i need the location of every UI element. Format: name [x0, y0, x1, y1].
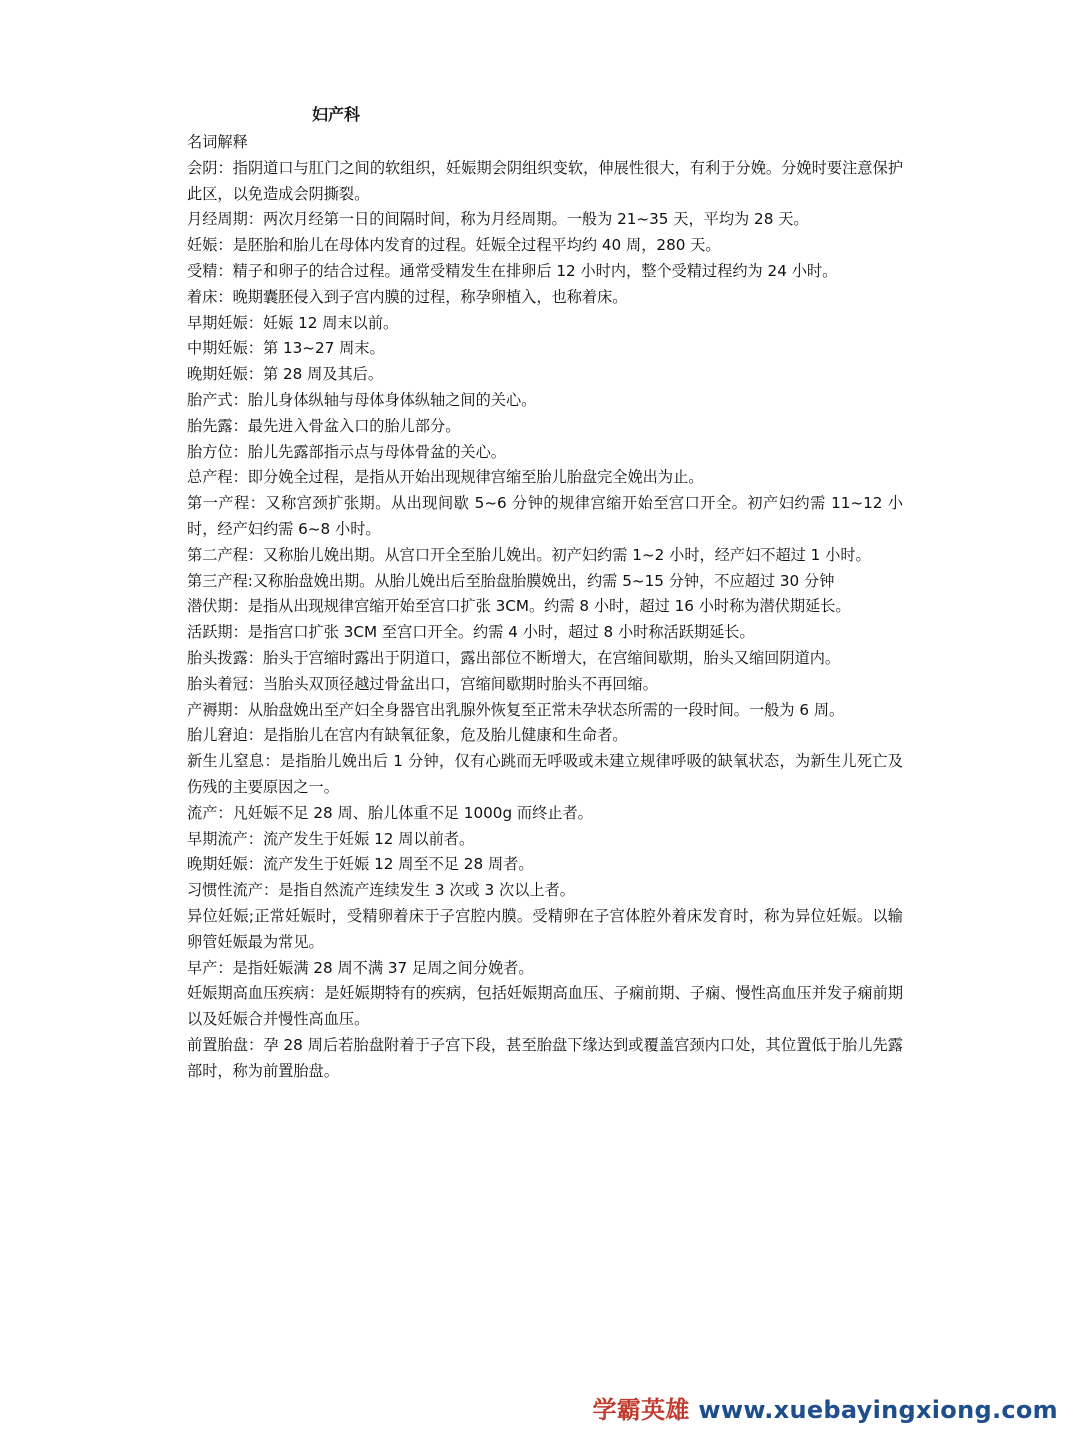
- site-watermark: [593, 1394, 1058, 1426]
- page-title: 妇产科: [312, 105, 361, 124]
- definition-entry: 早产：是指妊娠满 28 周不满 37 足周之间分娩者。: [187, 958, 534, 977]
- definition-entry: 月经周期：两次月经第一日的间隔时间，称为月经周期。一般为 21~35 天，平均为 28 天。: [187, 210, 809, 229]
- definition-entry: 总产程：即分娩全过程，是指从开始出现规律宫缩至胎儿胎盘完全娩出为止。: [187, 468, 704, 487]
- definition-entry: 妊娠期高血压疾病：是妊娠期特有的疾病，包括妊娠期高血压、子痫前期、子痫、慢性高血压并发子痫前期以及妊娠合并慢性高血压。: [187, 984, 903, 1029]
- definition-entry: 活跃期：是指宫口扩张 3CM 至宫口开全。约需 4 小时，超过 8 小时称活跃期延长。: [187, 623, 755, 642]
- definition-entry: 胎儿窘迫：是指胎儿在宫内有缺氧征象，危及胎儿健康和生命者。: [187, 726, 628, 745]
- document-body: [187, 130, 903, 1084]
- watermark-url: www.xuebayingxiong.com: [698, 1396, 1058, 1424]
- definition-entry: 流产：凡妊娠不足 28 周、胎儿体重不足 1000g 而终止者。: [187, 803, 593, 822]
- definition-entry: 晚期妊娠：流产发生于妊娠 12 周至不足 28 周者。: [187, 855, 534, 874]
- definition-entry: 潜伏期：是指从出现规律宫缩开始至宫口扩张 3CM。约需 8 小时，超过 16 小时称为潜伏期延长。: [187, 597, 851, 616]
- definition-entry: 妊娠：是胚胎和胎儿在母体内发育的过程。妊娠全过程平均约 40 周，280 天。: [187, 236, 721, 255]
- definition-entry: 胎先露：最先进入骨盆入口的胎儿部分。: [187, 416, 461, 435]
- definition-entry: 早期妊娠：妊娠 12 周末以前。: [187, 313, 399, 332]
- definition-entry: 第二产程：又称胎儿娩出期。从宫口开全至胎儿娩出。初产妇约需 1~2 小时，经产妇不超过 1 小时。: [187, 545, 871, 564]
- definition-entry: 胎产式：胎儿身体纵轴与母体身体纵轴之间的关心。: [187, 390, 537, 409]
- definition-entry: 异位妊娠;正常妊娠时，受精卵着床于子宫腔内膜。受精卵在子宫体腔外着床发育时，称为异位妊娠。以输卵管妊娠最为常见。: [187, 906, 903, 951]
- definition-entry: 会阴：指阴道口与肛门之间的软组织，妊娠期会阴组织变软，伸展性很大，有利于分娩。分娩时要注意保护此区，以免造成会阴撕裂。: [187, 158, 903, 203]
- definition-entry: 第一产程：又称宫颈扩张期。从出现间歇 5~6 分钟的规律宫缩开始至宫口开全。初产妇约需 11~12 小时，经产妇约需 6~8 小时。: [187, 494, 903, 538]
- watermark-brand: 学霸英雄: [592, 1396, 690, 1424]
- definition-entry: 受精：精子和卵子的结合过程。通常受精发生在排卵后 12 小时内，整个受精过程约为 24 小时。: [187, 261, 838, 280]
- definition-entry: 第三产程:又称胎盘娩出期。从胎儿娩出后至胎盘胎膜娩出，约需 5~15 分钟，不应超过 30 分钟: [187, 571, 835, 590]
- definition-entry: 胎头拨露：胎头于宫缩时露出于阴道口，露出部位不断增大，在宫缩间歇期，胎头又缩回阴道内。: [187, 648, 841, 667]
- definition-entry: 早期流产：流产发生于妊娠 12 周以前者。: [187, 829, 475, 848]
- definition-entry: 着床：晚期囊胚侵入到子宫内膜的过程，称孕卵植入，也称着床。: [187, 287, 628, 306]
- definition-entry: 前置胎盘：孕 28 周后若胎盘附着于子宫下段，甚至胎盘下缘达到或覆盖宫颈内口处，其位置低于胎儿先露部时，称为前置胎盘。: [187, 1035, 903, 1080]
- definition-entry: 新生儿窒息：是指胎儿娩出后 1 分钟，仅有心跳而无呼吸或未建立规律呼吸的缺氧状态，为新生儿死亡及伤残的主要原因之一。: [187, 752, 903, 796]
- definition-entry: 晚期妊娠：第 28 周及其后。: [187, 365, 384, 384]
- section-heading: 名词解释: [187, 133, 248, 151]
- definition-entry: 胎头着冠：当胎头双顶径越过骨盆出口，宫缩间歇期时胎头不再回缩。: [187, 674, 658, 693]
- definition-entry: 中期妊娠：第 13~27 周末。: [187, 339, 385, 358]
- definition-entry: 习惯性流产：是指自然流产连续发生 3 次或 3 次以上者。: [187, 881, 575, 900]
- definition-entry: 胎方位：胎儿先露部指示点与母体骨盆的关心。: [187, 442, 506, 461]
- definition-entry: 产褥期：从胎盘娩出至产妇全身器官出乳腺外恢复至正常未孕状态所需的一段时间。一般为 6 周。: [187, 700, 845, 719]
